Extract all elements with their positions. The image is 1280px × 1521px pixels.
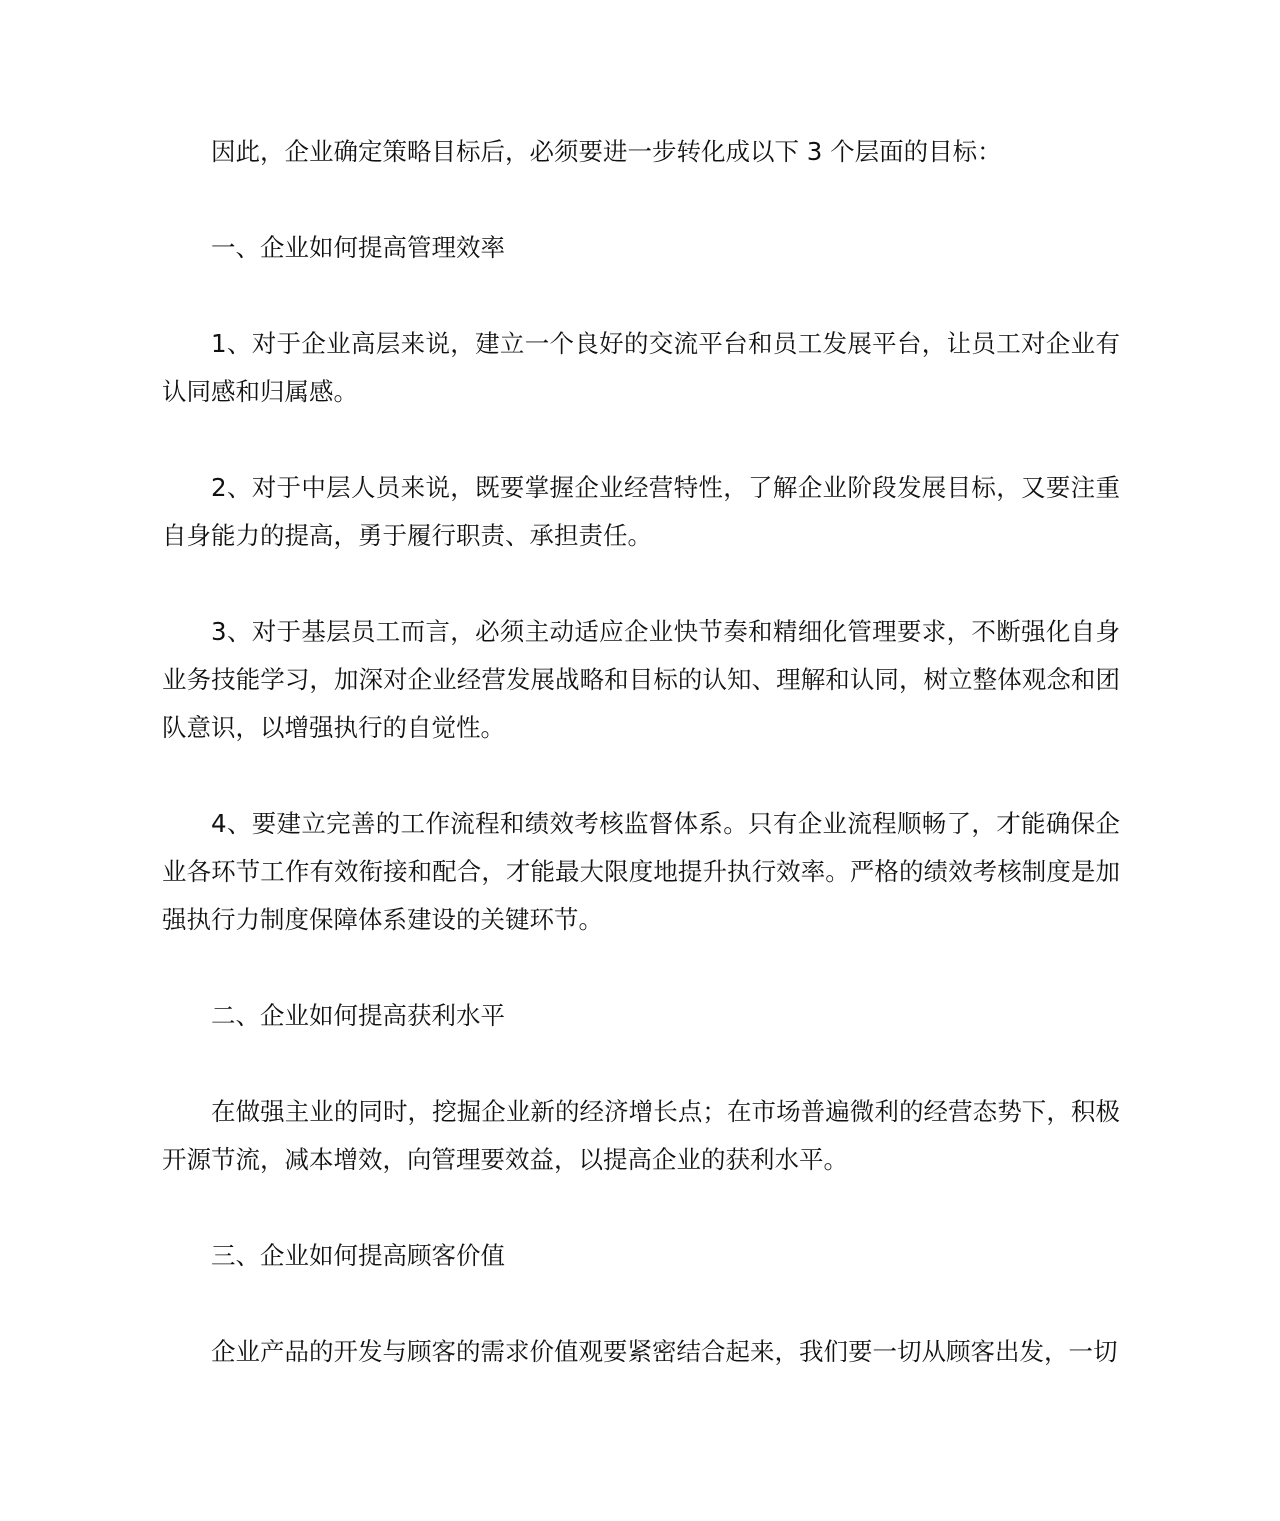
paragraph-customer-value: 企业产品的开发与顾客的需求价值观要紧密结合起来，我们要一切从顾客出发，一切 [211, 1337, 1118, 1366]
paragraph-item-4: 4、要建立完善的工作流程和绩效考核监督体系。只有企业流程顺畅了，才能确保企业各环节工作有效衔接和配合，才能最大限度地提升执行效率。严格的绩效考核制度是加强执行力制度保障体系建设的关键环节。 [162, 809, 1120, 934]
section-heading-customer-value: 三、企业如何提高顾客价值 [211, 1241, 505, 1270]
paragraph-item-2: 2、对于中层人员来说，既要掌握企业经营特性，了解企业阶段发展目标，又要注重自身能力的提高，勇于履行职责、承担责任。 [162, 473, 1120, 550]
paragraph-item-1: 1、对于企业高层来说，建立一个良好的交流平台和员工发展平台，让员工对企业有认同感和归属感。 [162, 329, 1120, 406]
section-heading-management: 一、企业如何提高管理效率 [211, 233, 505, 262]
paragraph-item-3: 3、对于基层员工而言，必须主动适应企业快节奏和精细化管理要求，不断强化自身业务技能学习，加深对企业经营发展战略和目标的认知、理解和认同，树立整体观念和团队意识，以增强执行的自觉性。 [162, 617, 1120, 742]
document-page [162, 128, 1120, 1376]
section-heading-profit: 二、企业如何提高获利水平 [211, 1001, 505, 1030]
intro-paragraph: 因此，企业确定策略目标后，必须要进一步转化成以下 3 个层面的目标： [211, 137, 1002, 166]
paragraph-profit: 在做强主业的同时，挖掘企业新的经济增长点；在市场普遍微利的经营态势下，积极开源节流，减本增效，向管理要效益，以提高企业的获利水平。 [162, 1097, 1120, 1174]
